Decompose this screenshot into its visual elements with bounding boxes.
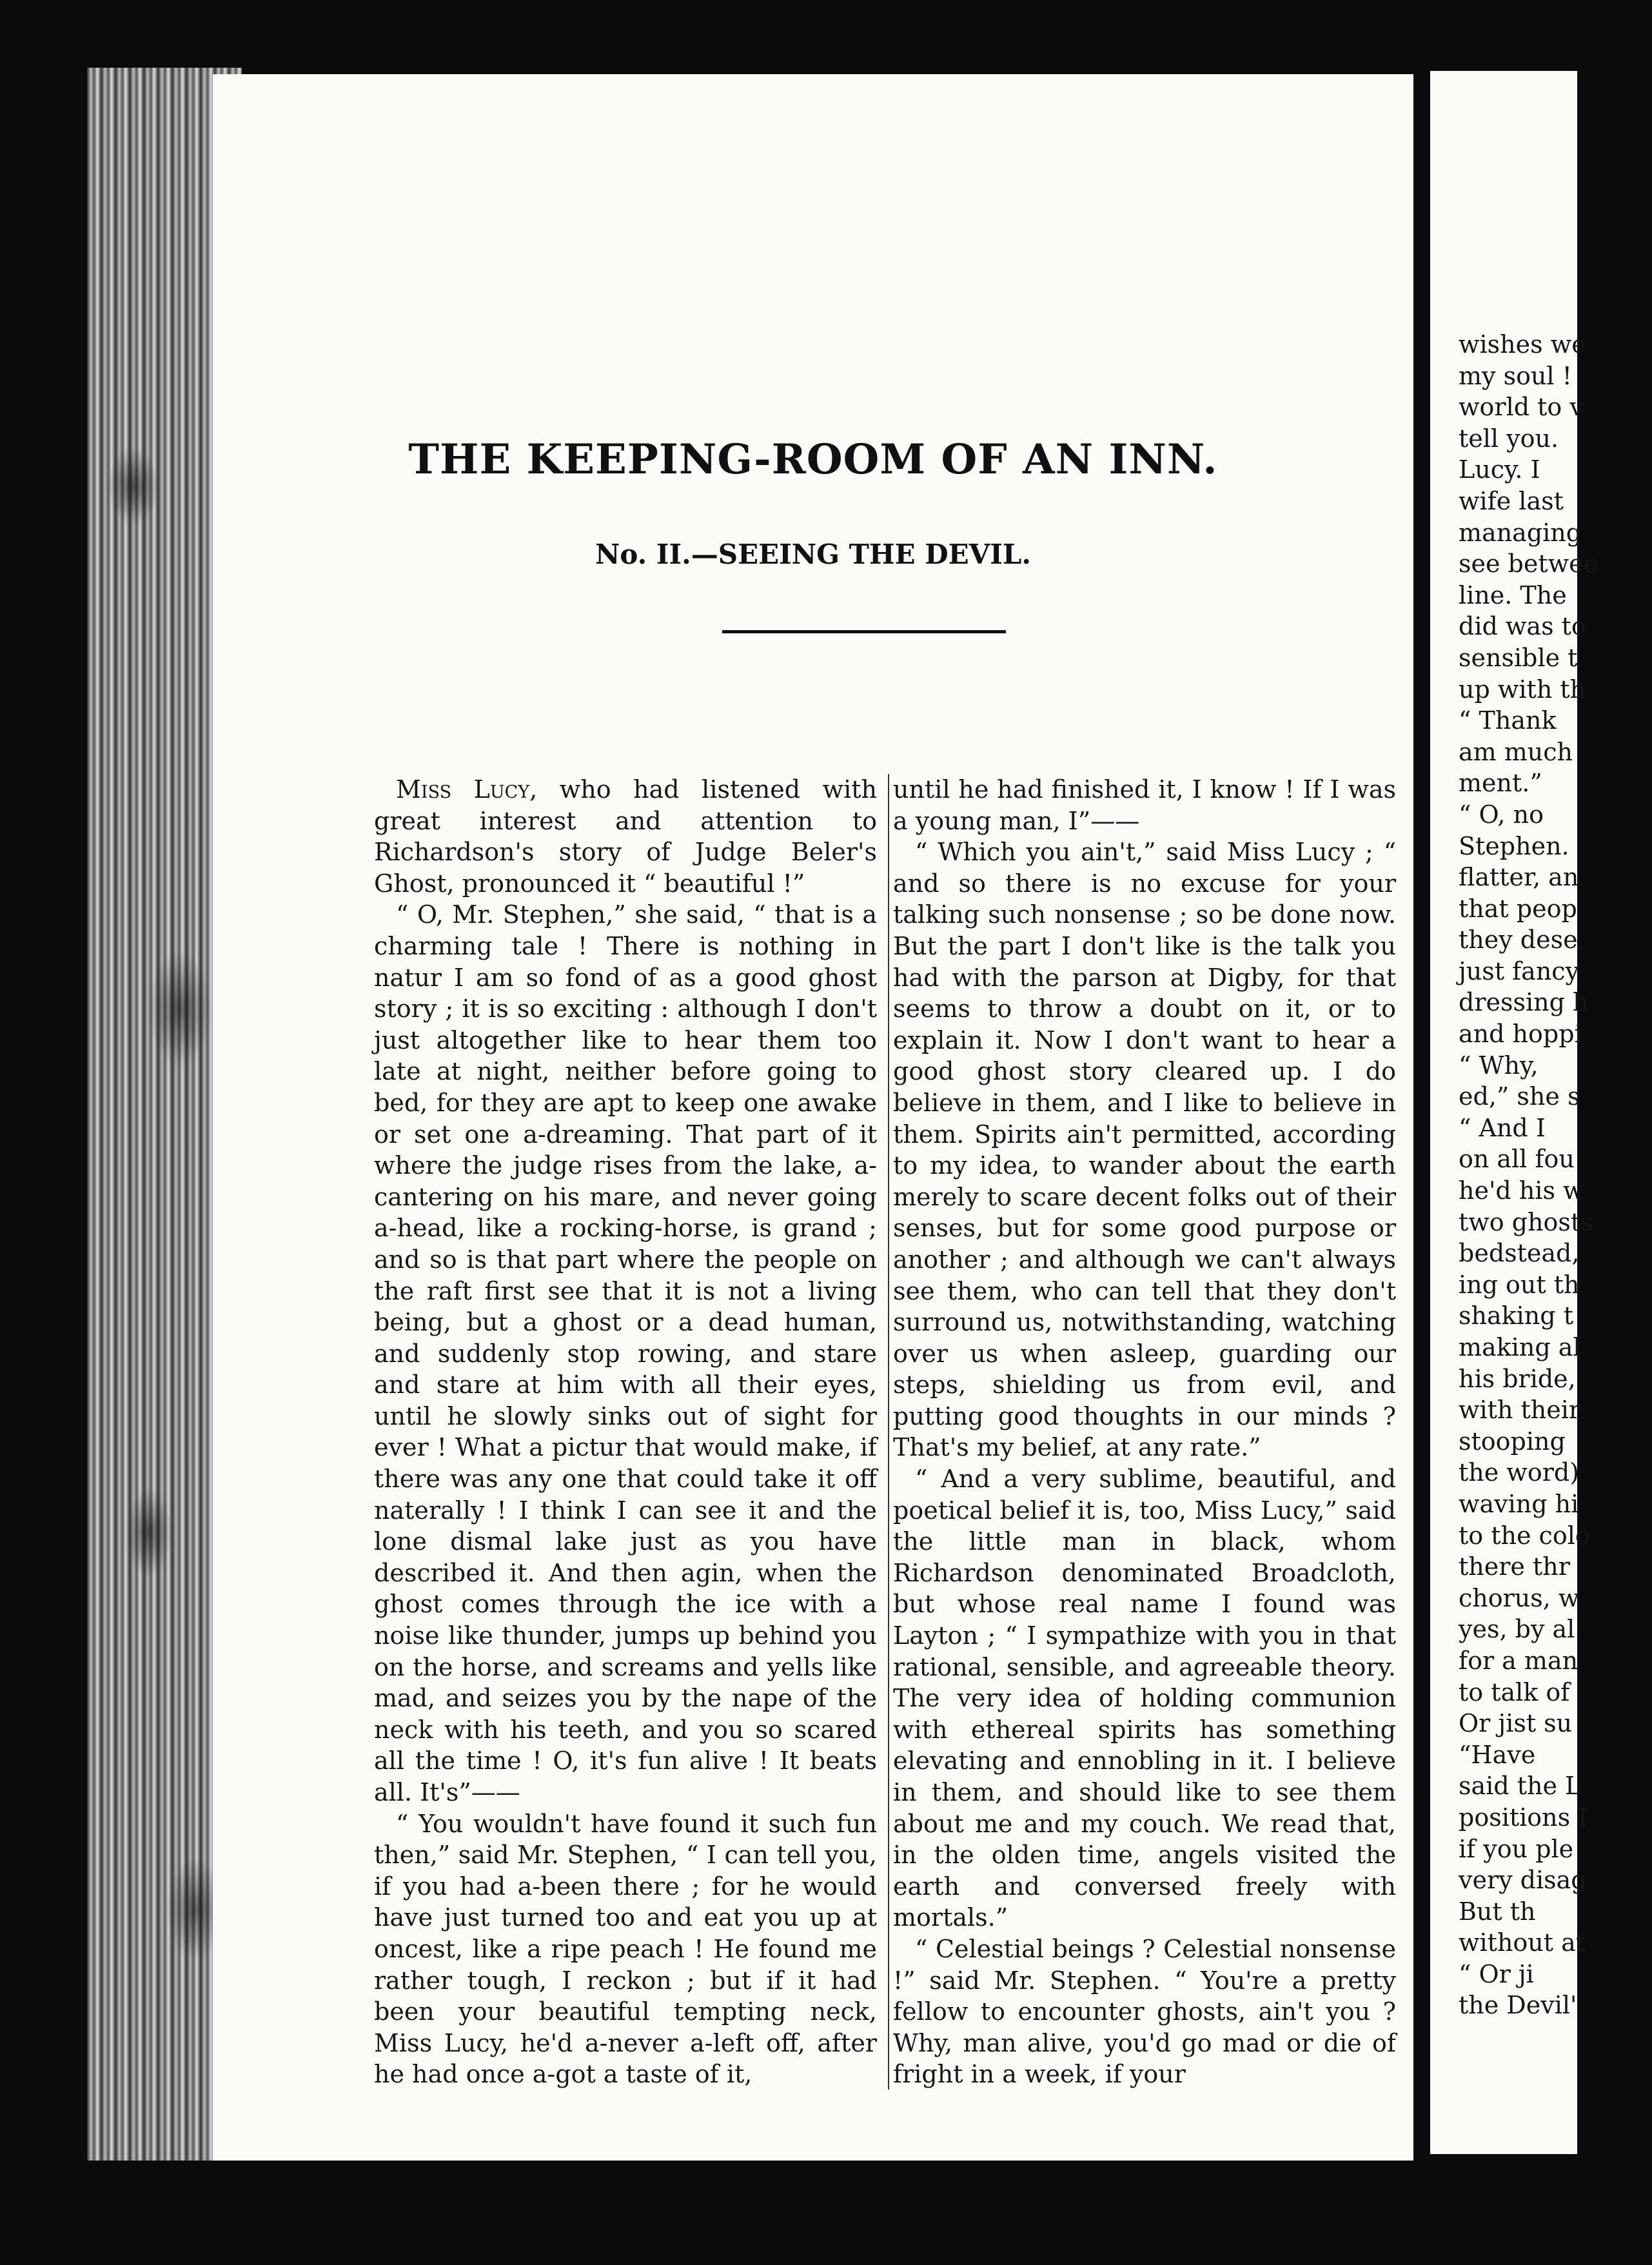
facing-page-line: “ Thank bbox=[1459, 706, 1557, 735]
facing-page-line: shaking t bbox=[1459, 1301, 1573, 1330]
paragraph bbox=[374, 899, 877, 1808]
facing-page-line: for a man bbox=[1459, 1646, 1578, 1675]
facing-page-line: said the L bbox=[1459, 1772, 1582, 1801]
paragraph bbox=[374, 1808, 877, 2090]
facing-page-line: they dese bbox=[1459, 925, 1578, 954]
facing-page-line: “ Why, bbox=[1459, 1051, 1539, 1080]
facing-page-line: managing bbox=[1459, 518, 1582, 547]
facing-page-line: that peop bbox=[1459, 894, 1577, 923]
article-title: THE KEEPING-ROOM OF AN INN. bbox=[408, 435, 1218, 484]
facing-page-line: see betwee bbox=[1459, 549, 1598, 579]
facing-page-line: my soul ! bbox=[1459, 361, 1572, 390]
facing-page-line: wishes we bbox=[1459, 330, 1586, 359]
facing-page-line: on all fou bbox=[1459, 1145, 1575, 1174]
facing-page-line: line. The bbox=[1459, 580, 1567, 609]
paragraph-lead: Miss Lucy, bbox=[396, 775, 538, 804]
facing-page-line: Lucy. I bbox=[1459, 455, 1540, 484]
facing-page-line: chorus, w bbox=[1459, 1583, 1580, 1612]
facing-page-line: wife last bbox=[1459, 486, 1564, 515]
facing-page-line: making al bbox=[1459, 1333, 1581, 1361]
facing-page-line: two ghosts bbox=[1459, 1207, 1593, 1236]
paragraph: “ Which you ain't,” said Miss Lucy ; “ and so there is no excuse for your talking such nonsense ; so be done now. But the part I don't like is the talk you had with the parson at Digby, for that seems to throw a doubt on it, or to explain it. Now I don't want to hear a good ghost story cleared up. I do believe in them, and I like to believe in them. Spirits ain't permitted, according to my idea, to wander about the earth merely to scare decent folks out of their senses, but for some good purpose or another ; and although we can't always see them, who can tell that they don't surround us, notwithstanding, watching over us when asleep, guarding our steps, shielding us from evil, and putting good thoughts in our minds ? That's my belief, at any rate.” bbox=[893, 838, 1396, 1462]
facing-page-line: there thr bbox=[1459, 1552, 1570, 1581]
facing-page-line: tell you. bbox=[1459, 424, 1559, 453]
facing-page-line: bedstead, bbox=[1459, 1239, 1580, 1268]
facing-page-line: But th bbox=[1459, 1897, 1536, 1926]
facing-page-line: “ And I bbox=[1459, 1113, 1546, 1142]
paragraph-text: “ You wouldn't have found it such fun then,” said Mr. Stephen, “ I can tell you, if you had a-been there ; for he would have just turned too and eat you up at oncest, like a ripe peach ! He found me rather tough, I reckon ; but if it had been your beautiful tempting neck, Miss Lucy, he'd a-never a-left off, after he had once a-got a taste of it, bbox=[374, 1809, 877, 2089]
paragraph-text: who had listened with great interest and attention to Richardson's story of Judge Beler's Ghost, pronounced it “ beautiful !” bbox=[374, 775, 877, 898]
facing-page-line: ing out th bbox=[1459, 1270, 1580, 1299]
paragraph: “ Celestial beings ? Celestial nonsense !” said Mr. Stephen. “ You're a pretty fellow to encounter ghosts, ain't you ? Why, man alive, you'd go mad or die of fright in a week, if your bbox=[893, 1934, 1396, 2089]
column-divider bbox=[888, 774, 889, 2090]
facing-page-line: flatter, an bbox=[1459, 863, 1579, 892]
facing-page-line: Stephen. bbox=[1459, 831, 1569, 860]
facing-page-line: positions I bbox=[1459, 1803, 1588, 1832]
facing-page-line: am much bbox=[1459, 737, 1573, 766]
main-page bbox=[213, 74, 1413, 2161]
left-column bbox=[374, 774, 877, 2096]
facing-page-line: ed,” she s bbox=[1459, 1082, 1580, 1111]
paragraph: “ And a very sublime, beautiful, and poetical belief it is, too, Miss Lucy,” said the little man in black, whom Richardson denominated Broadcloth, but whose real name I found was Layton ; “ I sympathize with you in that rational, sensible, and agreeable theory. The very idea of holding communion with ethereal spirits has something elevating and ennobling in it. I believe in them, and should like to see them about me and my couch. We read that, in the olden time, angels visited the earth and conversed freely with mortals.” bbox=[893, 1465, 1396, 1932]
facing-page-line: sensible t bbox=[1459, 643, 1578, 672]
facing-page-line: “Have bbox=[1459, 1740, 1536, 1769]
facing-page-line: Or jist su bbox=[1459, 1709, 1573, 1738]
facing-page-line: the Devil' bbox=[1459, 1991, 1577, 2020]
facing-page-line: waving hi bbox=[1459, 1489, 1579, 1518]
facing-page-line: up with th bbox=[1459, 675, 1586, 704]
facing-page-line: to the colo bbox=[1459, 1521, 1590, 1550]
facing-page-line: to talk of bbox=[1459, 1677, 1570, 1706]
paragraph: until he had finished it, I know ! If I was a young man, I”—— bbox=[893, 775, 1396, 835]
right-column bbox=[893, 774, 1396, 2096]
facing-page-line: without at bbox=[1459, 1928, 1586, 1957]
facing-page-line: the word) bbox=[1459, 1458, 1580, 1487]
facing-page-line: did was to bbox=[1459, 612, 1586, 641]
facing-page-text bbox=[1459, 329, 1652, 2021]
title-rule bbox=[722, 630, 1006, 633]
article-subtitle: No. II.—SEEING THE DEVIL. bbox=[595, 539, 1032, 570]
facing-page-line: “ Or ji bbox=[1459, 1959, 1534, 1988]
facing-page-line: just fancy bbox=[1459, 956, 1580, 985]
facing-page-line: world to v bbox=[1459, 393, 1584, 422]
facing-page-line: yes, by al bbox=[1459, 1615, 1575, 1644]
facing-page bbox=[1430, 71, 1598, 2154]
facing-page-line: dressing h bbox=[1459, 988, 1589, 1017]
paragraph-text: “ O, Mr. Stephen,” she said, “ that is a charming tale ! There is nothing in natur I am so fond of as a good ghost story ; it is so exciting : although I don't just altogether like to hear them too late at night, neither before going to bed, for they are apt to keep one awake or set one a-dreaming. That part of it where the judge rises from the lake, a-cantering on his mare, and never going a-head, like a rocking-horse, is grand ; and so is that part where the people on the raft first see that it is not a living being, but a ghost or a dead human, and suddenly stop rowing, and stare and stare at him with all their eyes, until he slowly sinks out of sight for ever ! What a pictur that would make, if there was any one that could take it off naterally ! I think I can see it and the lone dismal lake just as you have described it. And then agin, when the ghost comes through the ice with a noise like thunder, jumps up behind you on the horse, and screams and yells like mad, and seizes you by the nape of the neck with his teeth, and you so scared all the time ! O, it's fun alive ! It beats all. It's”—— bbox=[374, 900, 877, 1806]
facing-page-line: ment.” bbox=[1459, 769, 1542, 798]
paragraph bbox=[374, 774, 877, 899]
facing-page-line: his bride, bbox=[1459, 1364, 1576, 1393]
facing-page-line: very disag bbox=[1459, 1866, 1587, 1895]
facing-page-line: and hoppi bbox=[1459, 1020, 1582, 1049]
facing-page-line: stooping bbox=[1459, 1427, 1566, 1456]
facing-page-line: with their bbox=[1459, 1396, 1581, 1425]
facing-page-line: he'd his w bbox=[1459, 1176, 1584, 1205]
facing-page-line: “ O, no bbox=[1459, 800, 1544, 829]
facing-page-line: if you ple bbox=[1459, 1834, 1574, 1863]
